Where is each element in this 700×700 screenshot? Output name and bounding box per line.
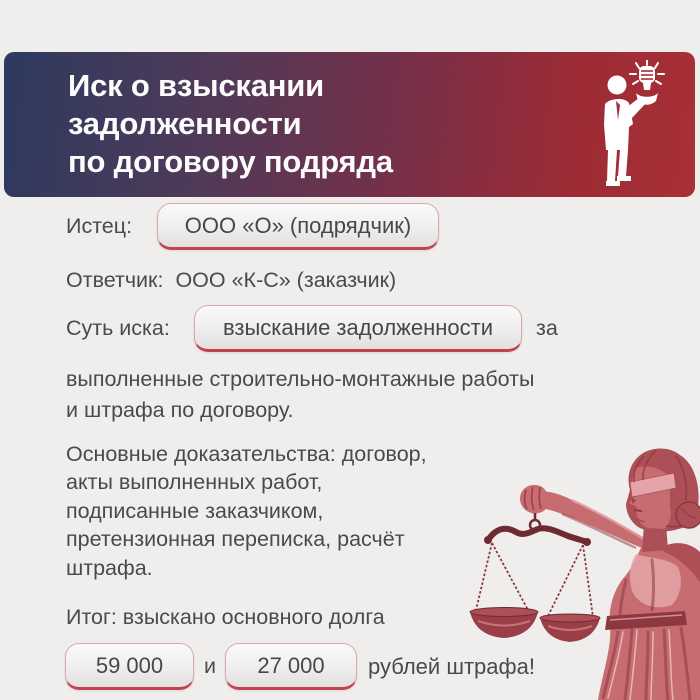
field-label-plaintiff: Истец: [66,214,133,238]
plaintiff-value: ООО «О» (подрядчик) [184,212,412,238]
result-intro: Итог: взыскано основного долга [66,605,385,629]
result-suffix: рублей штрафа! [368,654,535,679]
man-with-idea-bulb-icon [595,60,671,188]
paragraph-evidence [66,440,427,582]
header-band [4,52,695,197]
title-line-3: по договору подряда [68,144,393,179]
evidence-line-1: Основные доказательства: договор, [66,442,427,466]
field-value-claim-pill [194,305,522,352]
lady-justice-illustration [440,430,700,700]
claim-continuation-line-1: выполненные строительно-монтажные работы [66,367,535,391]
page-title [68,67,393,181]
field-label-claim: Суть иска: [66,316,170,340]
claim-suffix: за [536,316,558,340]
amount-main-value: 59 000 [95,652,164,678]
amount-penalty-pill [225,643,357,690]
claim-value: взыскание задолженности [222,314,494,340]
evidence-line-2: акты выполненных работ, [66,470,323,495]
evidence-line-4: претензионная переписка, расчёт [66,527,405,552]
evidence-line-5: штрафа. [66,555,153,580]
field-value-plaintiff-pill [157,203,439,250]
paragraph-claim-continuation [66,364,534,426]
claim-continuation-line-2: и штрафа по договору. [66,398,294,422]
field-label-defendant: Ответчик: [66,268,164,292]
title-line-2: задолженности [68,106,302,141]
evidence-line-3: подписанные заказчиком, [66,498,324,523]
amount-penalty-value: 27 000 [257,652,325,678]
amount-main-pill [65,643,194,690]
title-line-1: Иск о взыскании [68,68,324,103]
defendant-value: ООО «К-С» (заказчик) [175,268,397,292]
field-row-defendant [66,268,396,293]
result-conjunction: и [203,654,216,678]
